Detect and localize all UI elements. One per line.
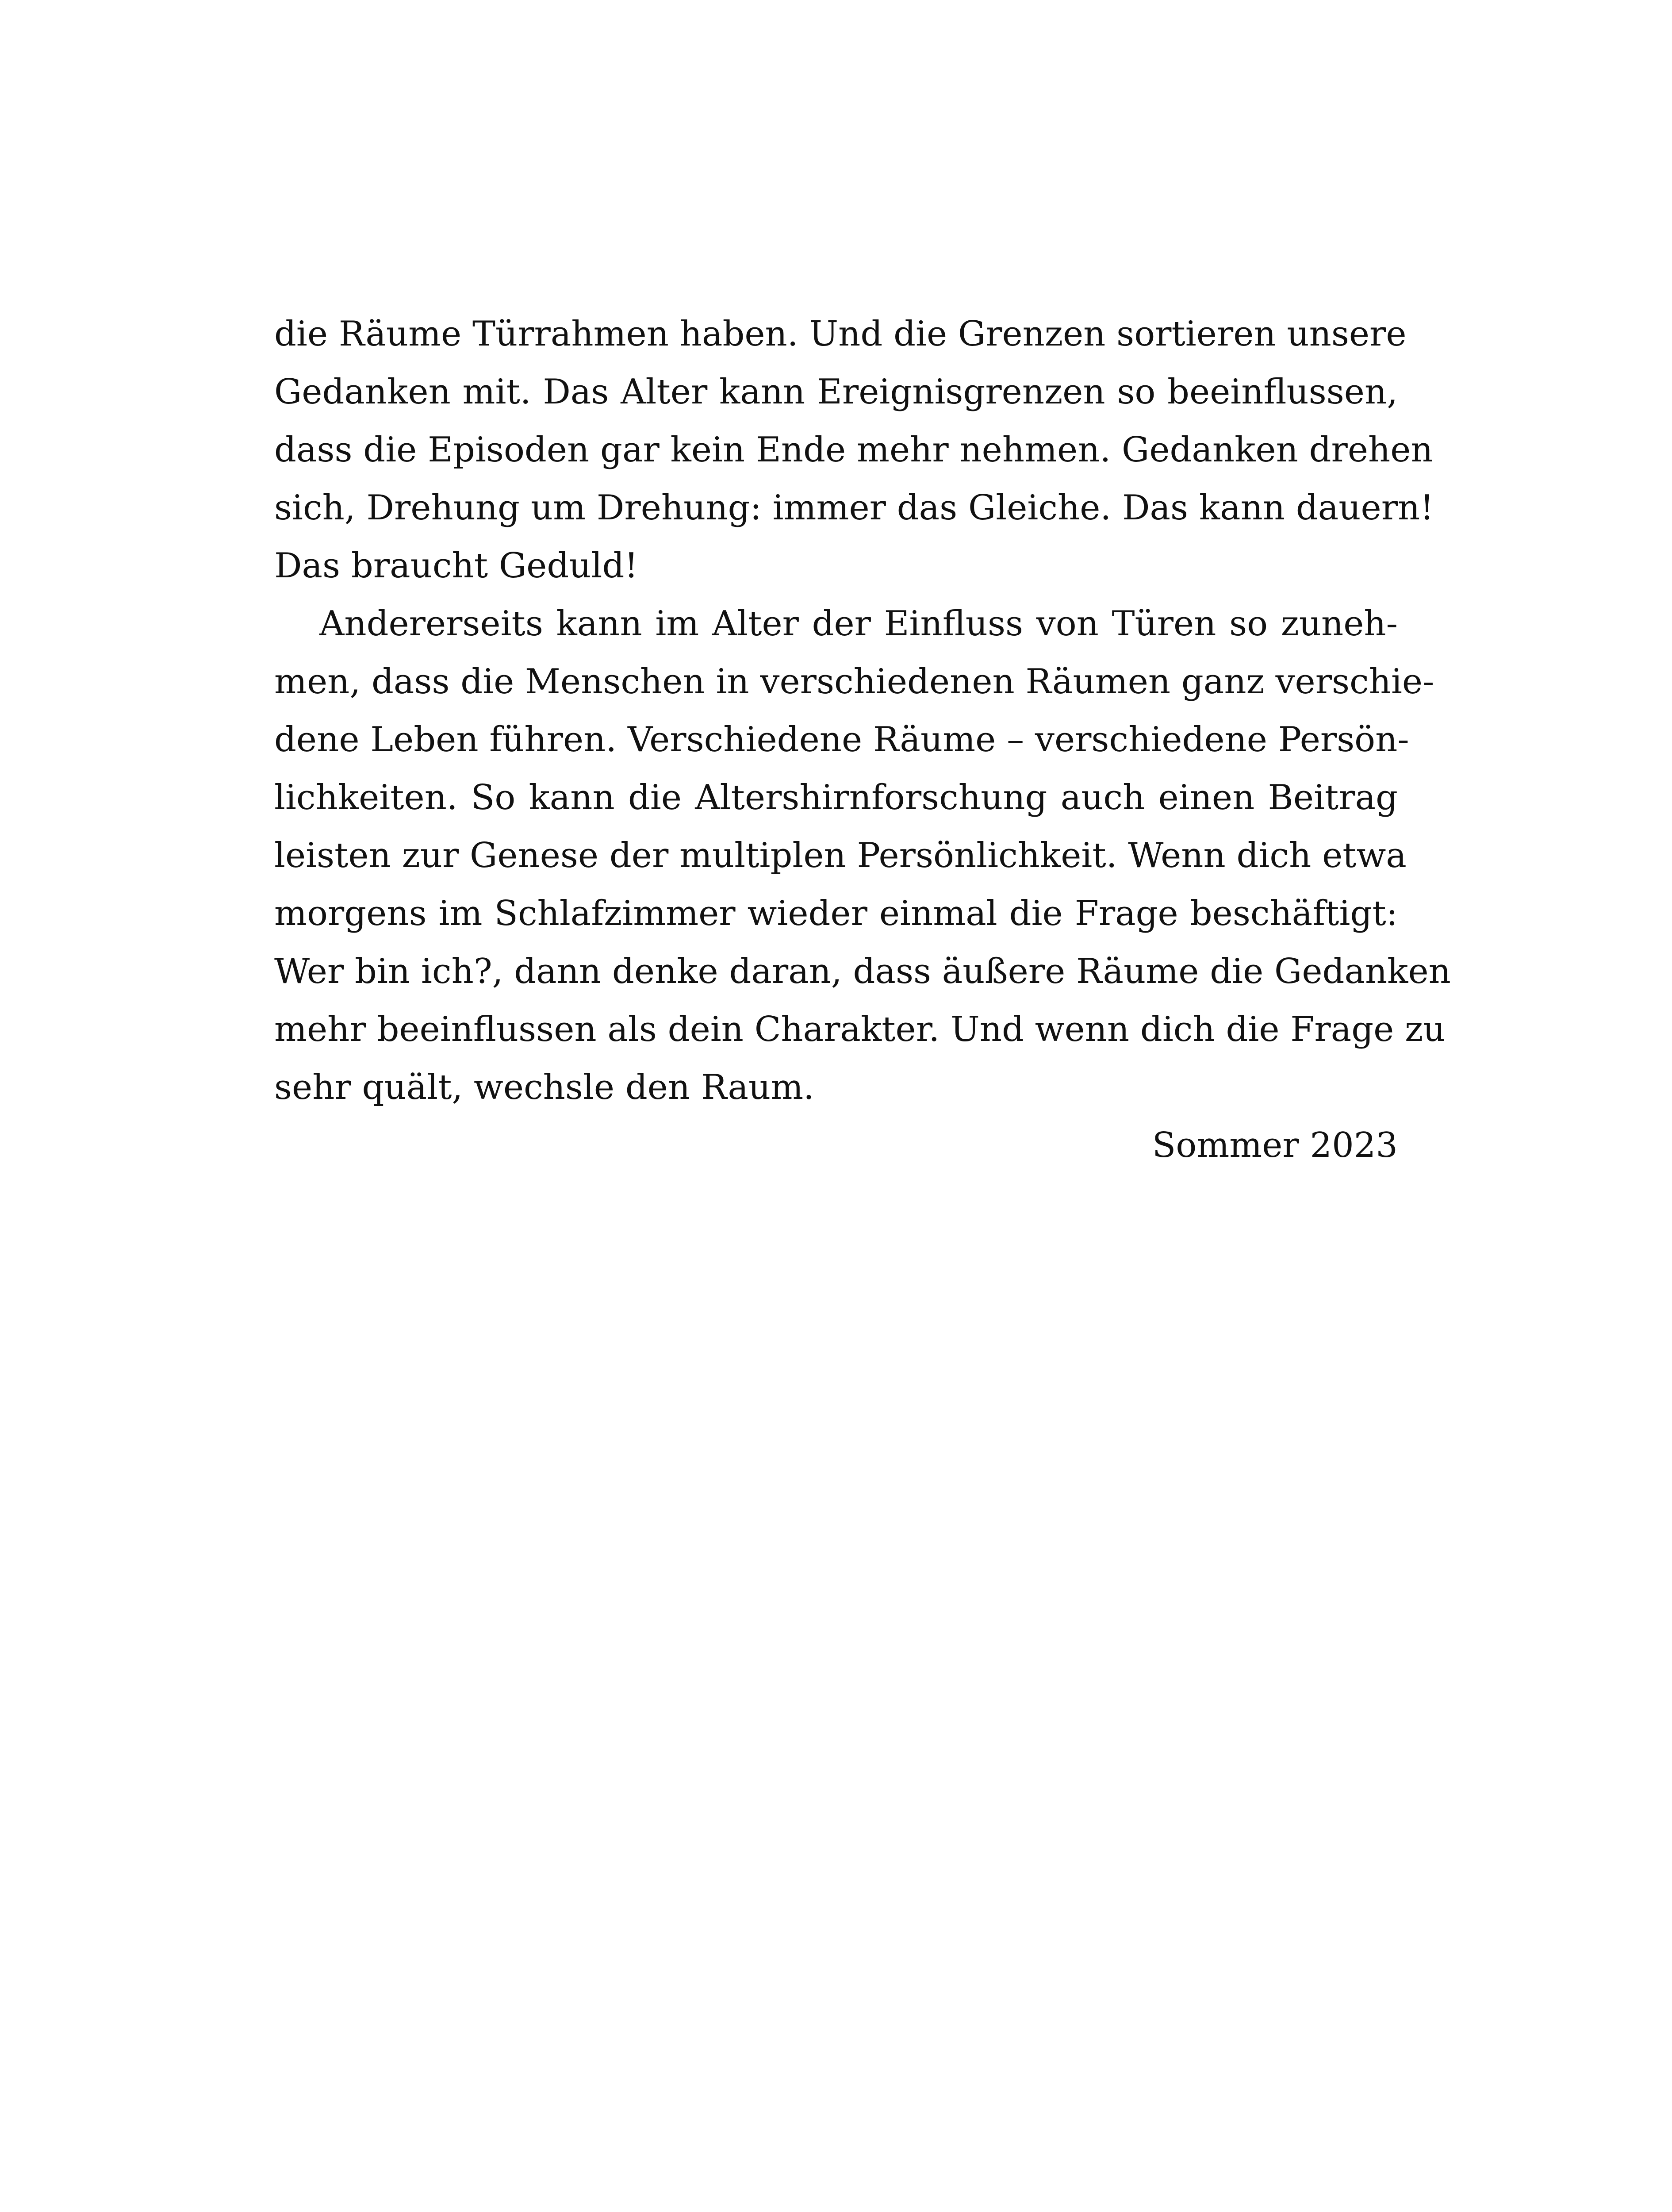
text-line: dass die Episoden gar kein Ende mehr nehmen. Gedanken drehen <box>274 430 1433 470</box>
text-line: Gedanken mit. Das Alter kann Ereignisgrenzen so beeinflussen, <box>274 372 1398 412</box>
text-line: morgens im Schlafzimmer wieder einmal die Frage beschäftigt: <box>274 894 1398 933</box>
date-signature: Sommer 2023 <box>1152 1125 1398 1165</box>
text-line: Das braucht Geduld! <box>274 546 638 586</box>
body-text <box>274 305 1451 1175</box>
text-line: leisten zur Genese der multiplen Persönlichkeit. Wenn dich etwa <box>274 836 1407 876</box>
text-line: die Räume Türrahmen haben. Und die Grenzen sortieren unsere <box>274 314 1407 354</box>
text-line: Wer bin ich?, dann denke daran, dass äußere Räume die Gedanken <box>274 952 1451 991</box>
paragraph-2 <box>274 595 1451 1117</box>
text-line: lichkeiten. So kann die Altershirnforschung auch einen Beitrag <box>274 778 1398 818</box>
text-line: Andererseits kann im Alter der Einfluss von Türen so zuneh- <box>319 604 1398 644</box>
text-line: sich, Drehung um Drehung: immer das Gleiche. Das kann dauern! <box>274 488 1434 528</box>
text-line: men, dass die Menschen in verschiedenen Räumen ganz verschie- <box>274 662 1434 702</box>
text-line: mehr beeinflussen als dein Charakter. Und wenn dich die Frage zu <box>274 1010 1446 1049</box>
text-line: dene Leben führen. Verschiedene Räume – verschiedene Persön- <box>274 720 1409 760</box>
text-line: sehr quält, wechsle den Raum. <box>274 1068 814 1107</box>
paragraph-1 <box>274 305 1434 595</box>
